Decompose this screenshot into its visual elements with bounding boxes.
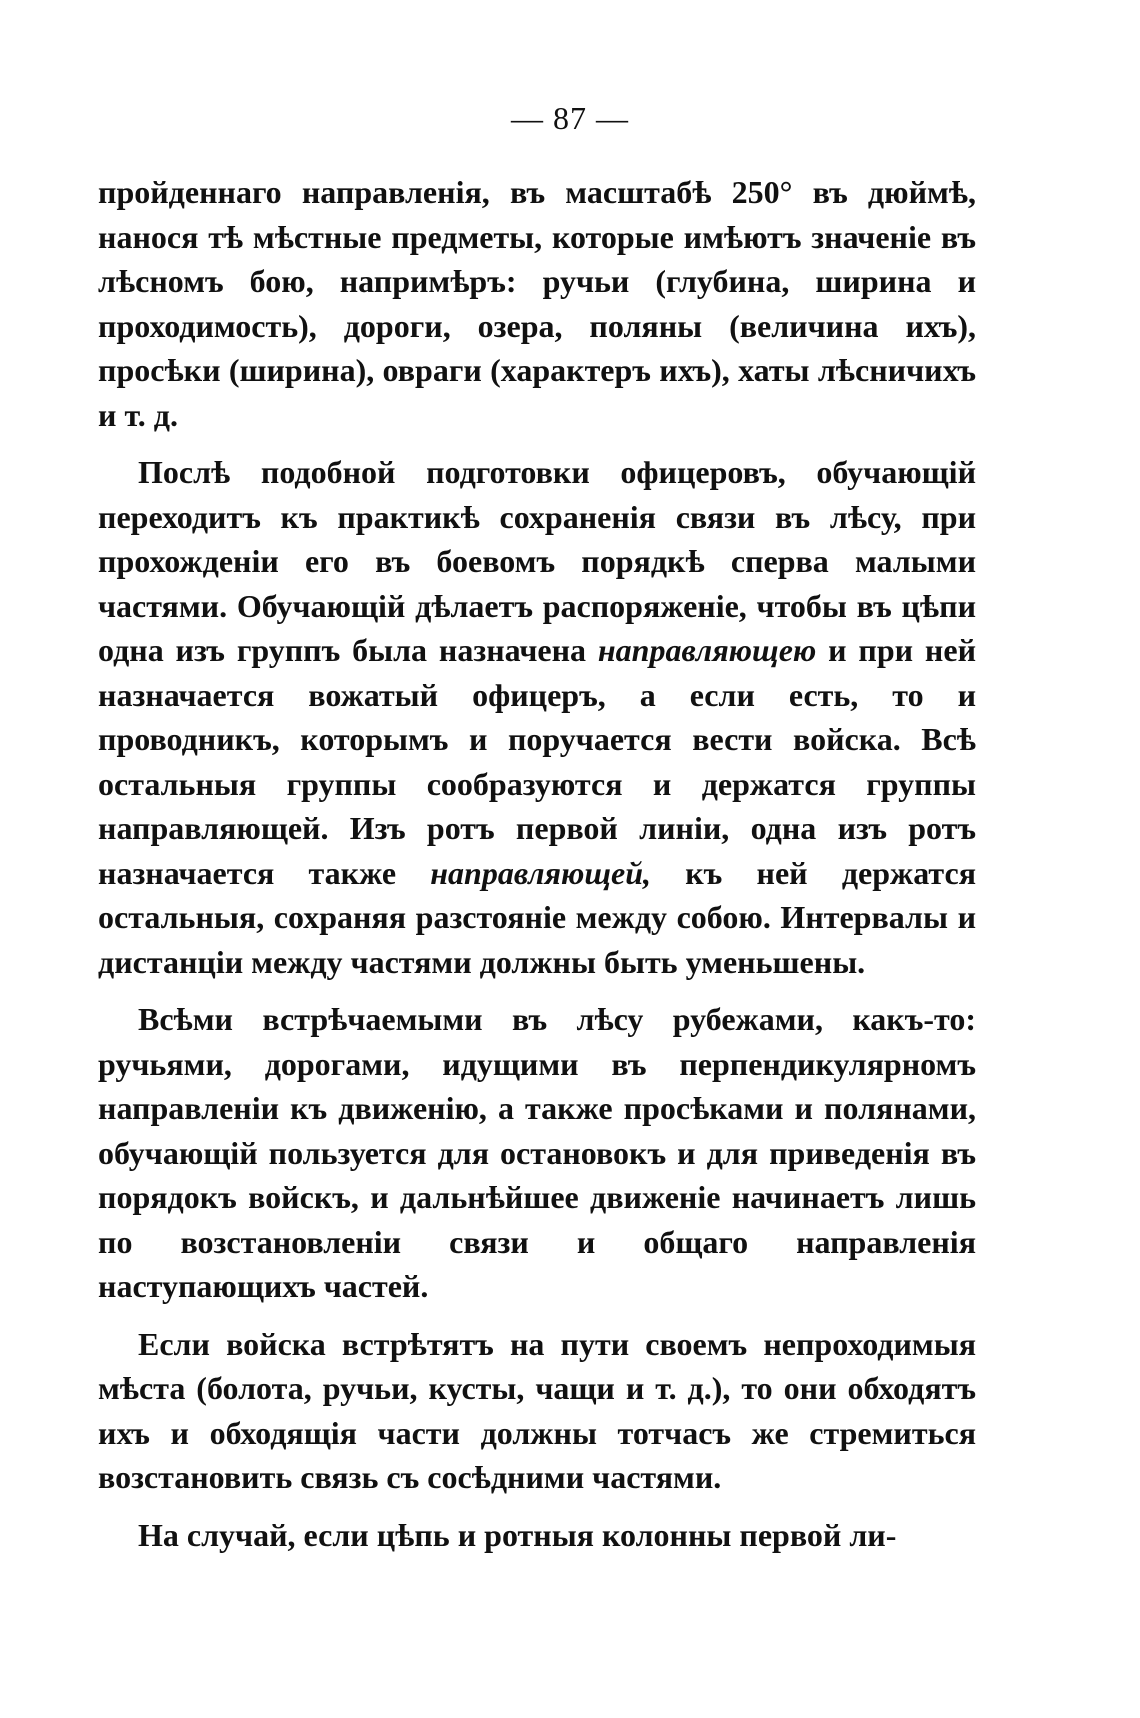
paragraph-continuation: пройденнаго направленія, въ масштабѣ 250° въ дюймѣ, нанося тѣ мѣстные предметы, которые имѣютъ значеніе въ лѣсномъ бою, напримѣръ: ручьи (глубина, ширина и проходимость), дороги, озера, поляны (величина ихъ), просѣки (ширина), овраги (характеръ ихъ), хаты лѣсничихъ и т. д.	[98, 174, 976, 433]
paragraph-officer-training	[98, 450, 976, 984]
paragraph-impassable-places: Если войска встрѣтятъ на пути своемъ непроходимыя мѣста (болота, ручьи, кусты, чащи и т. д.), то они обходятъ ихъ и обходящія части должны тотчасъ же стремиться возстановить связь съ сосѣдними частями.	[98, 1325, 976, 1495]
page-number: — 87 —	[511, 100, 629, 136]
emphasis-term: направляющей,	[430, 854, 652, 891]
paragraph-text: Послѣ подобной подготовки офицеровъ, обучающій переходитъ къ практикѣ сохраненія связи въ лѣсу, при прохожденіи его въ боевомъ порядкѣ сперва малыми частями. Обучающій дѣлаетъ распоряженіе, чтобы въ цѣпи одна изъ группъ была назначена	[98, 454, 976, 668]
paragraph-final-fragment: На случай, если цѣпь и ротныя колонны первой ли-	[138, 1516, 897, 1553]
body-text	[98, 170, 976, 1557]
paragraph-forest-boundaries: Всѣми встрѣчаемыми въ лѣсу рубежами, какъ-то: ручьями, дорогами, идущими въ перпендикулярномъ направленіи къ движенію, а также просѣками и полянами, обучающій пользуется для остановокъ и для приведенія въ порядокъ войскъ, и дальнѣйшее движеніе начинаетъ лишь по возстановленіи связи и общаго направленія наступающихъ частей.	[98, 1001, 976, 1304]
paragraph-text: и при ней назначается вожатый офицеръ, а если есть, то и проводникъ, которымъ и поручается вести войска. Всѣ остальныя группы сообразуются и держатся группы направляющей. Изъ ротъ первой линіи, одна изъ ротъ назначается также	[98, 632, 977, 891]
emphasis-term: направляющею	[597, 632, 817, 668]
paragraph-text: къ ней держатся остальныя, сохраняя разстояніе между собою. Интервалы и дистанціи между частями должны быть уменьшены.	[98, 854, 977, 980]
